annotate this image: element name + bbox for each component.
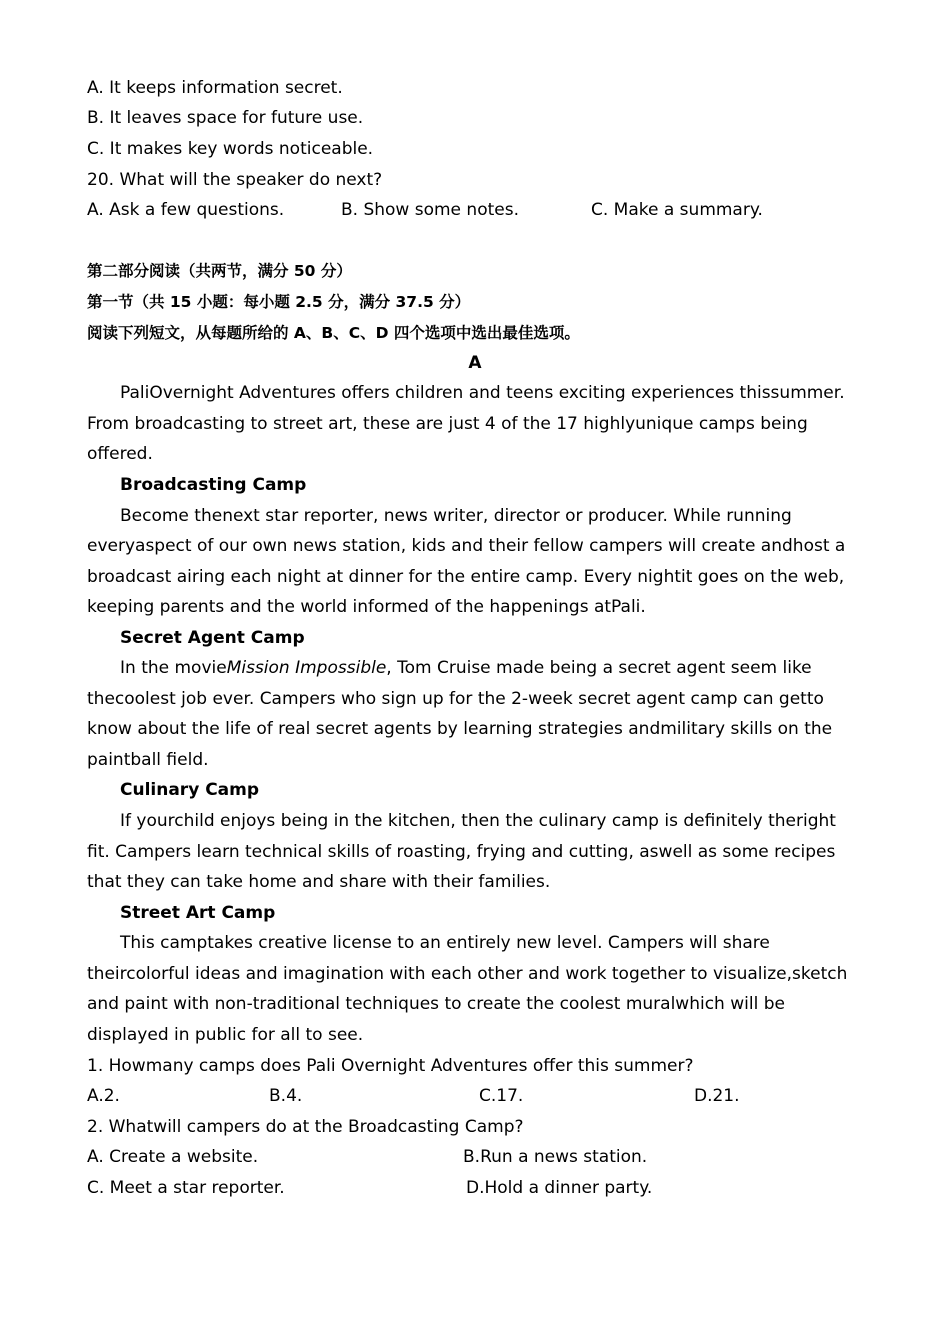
- secret-line-1-post: , Tom Cruise made being a secret agent seem like: [386, 658, 812, 678]
- broadcasting-line-2: everyaspect of our own news station, kids and their fellow campers will create andhost a: [87, 536, 846, 556]
- street-line-3: and paint with non-traditional techniques to create the coolest muralwhich will be: [87, 994, 785, 1014]
- secret-line-3: know about the life of real secret agents by learning strategies andmilitary skills on the: [87, 719, 833, 739]
- q1-option-b: B.4.: [269, 1086, 303, 1106]
- q2-option-b: B.Run a news station.: [463, 1147, 648, 1167]
- instruction: 阅读下列短文，从每题所给的 A、B、C、D 四个选项中选出最佳选项。: [87, 324, 580, 342]
- q19-option-a: A. It keeps information secret.: [87, 78, 343, 98]
- q19-option-c: C. It makes key words noticeable.: [87, 139, 374, 159]
- street-line-2: theircolorful ideas and imagination with each other and work together to visualize,sketch: [87, 964, 848, 984]
- street-line-1: This camptakes creative license to an entirely new level. Campers will share: [120, 933, 770, 953]
- q20-option-b: B. Show some notes.: [341, 200, 519, 220]
- broadcasting-heading: Broadcasting Camp: [120, 475, 307, 495]
- sub-title: 第一节（共 15 小题：每小题 2.5 分，满分 37.5 分）: [87, 293, 471, 311]
- q2-option-c: C. Meet a star reporter.: [87, 1178, 285, 1198]
- q1-option-c: C.17.: [479, 1086, 524, 1106]
- q2-question: 2. Whatwill campers do at the Broadcasting Camp?: [87, 1117, 524, 1137]
- q20-option-a: A. Ask a few questions.: [87, 200, 285, 220]
- culinary-line-1: If yourchild enjoys being in the kitchen, then the culinary camp is definitely theright: [120, 811, 836, 831]
- q20-option-c: C. Make a summary.: [591, 200, 763, 220]
- q2-option-a: A. Create a website.: [87, 1147, 259, 1167]
- secret-line-2: thecoolest job ever. Campers who sign up for the 2-week secret agent camp can getto: [87, 689, 824, 709]
- secret-heading: Secret Agent Camp: [120, 628, 305, 648]
- q1-option-d: D.21.: [694, 1086, 740, 1106]
- secret-line-1: [120, 653, 812, 683]
- intro-line-3: offered.: [87, 444, 153, 464]
- movie-title: Mission Impossible: [226, 658, 387, 678]
- broadcasting-line-1: Become thenext star reporter, news writer, director or producer. While running: [120, 506, 792, 526]
- culinary-line-2: fit. Campers learn technical skills of roasting, frying and cutting, aswell as some recipes: [87, 842, 836, 862]
- street-heading: Street Art Camp: [120, 903, 276, 923]
- part-title: 第二部分阅读（共两节，满分 50 分）: [87, 262, 352, 280]
- culinary-line-3: that they can take home and share with their families.: [87, 872, 551, 892]
- q1-option-a: A.2.: [87, 1086, 120, 1106]
- secret-line-1-pre: In the movie: [120, 658, 227, 678]
- broadcasting-line-4: keeping parents and the world informed of the happenings atPali.: [87, 597, 646, 617]
- q20-question: 20. What will the speaker do next?: [87, 170, 383, 190]
- q1-question: 1. Howmany camps does Pali Overnight Adventures offer this summer?: [87, 1056, 694, 1076]
- q19-option-b: B. It leaves space for future use.: [87, 108, 364, 128]
- passage-label: A: [468, 353, 482, 373]
- intro-line-2: From broadcasting to street art, these are just 4 of the 17 highlyunique camps being: [87, 414, 808, 434]
- street-line-4: displayed in public for all to see.: [87, 1025, 364, 1045]
- broadcasting-line-3: broadcast airing each night at dinner for the entire camp. Every nightit goes on the web,: [87, 567, 845, 587]
- secret-line-4: paintball field.: [87, 750, 209, 770]
- intro-line-1: PaliOvernight Adventures offers children and teens exciting experiences thissummer.: [120, 383, 845, 403]
- culinary-heading: Culinary Camp: [120, 780, 260, 800]
- q2-option-d: D.Hold a dinner party.: [466, 1178, 653, 1198]
